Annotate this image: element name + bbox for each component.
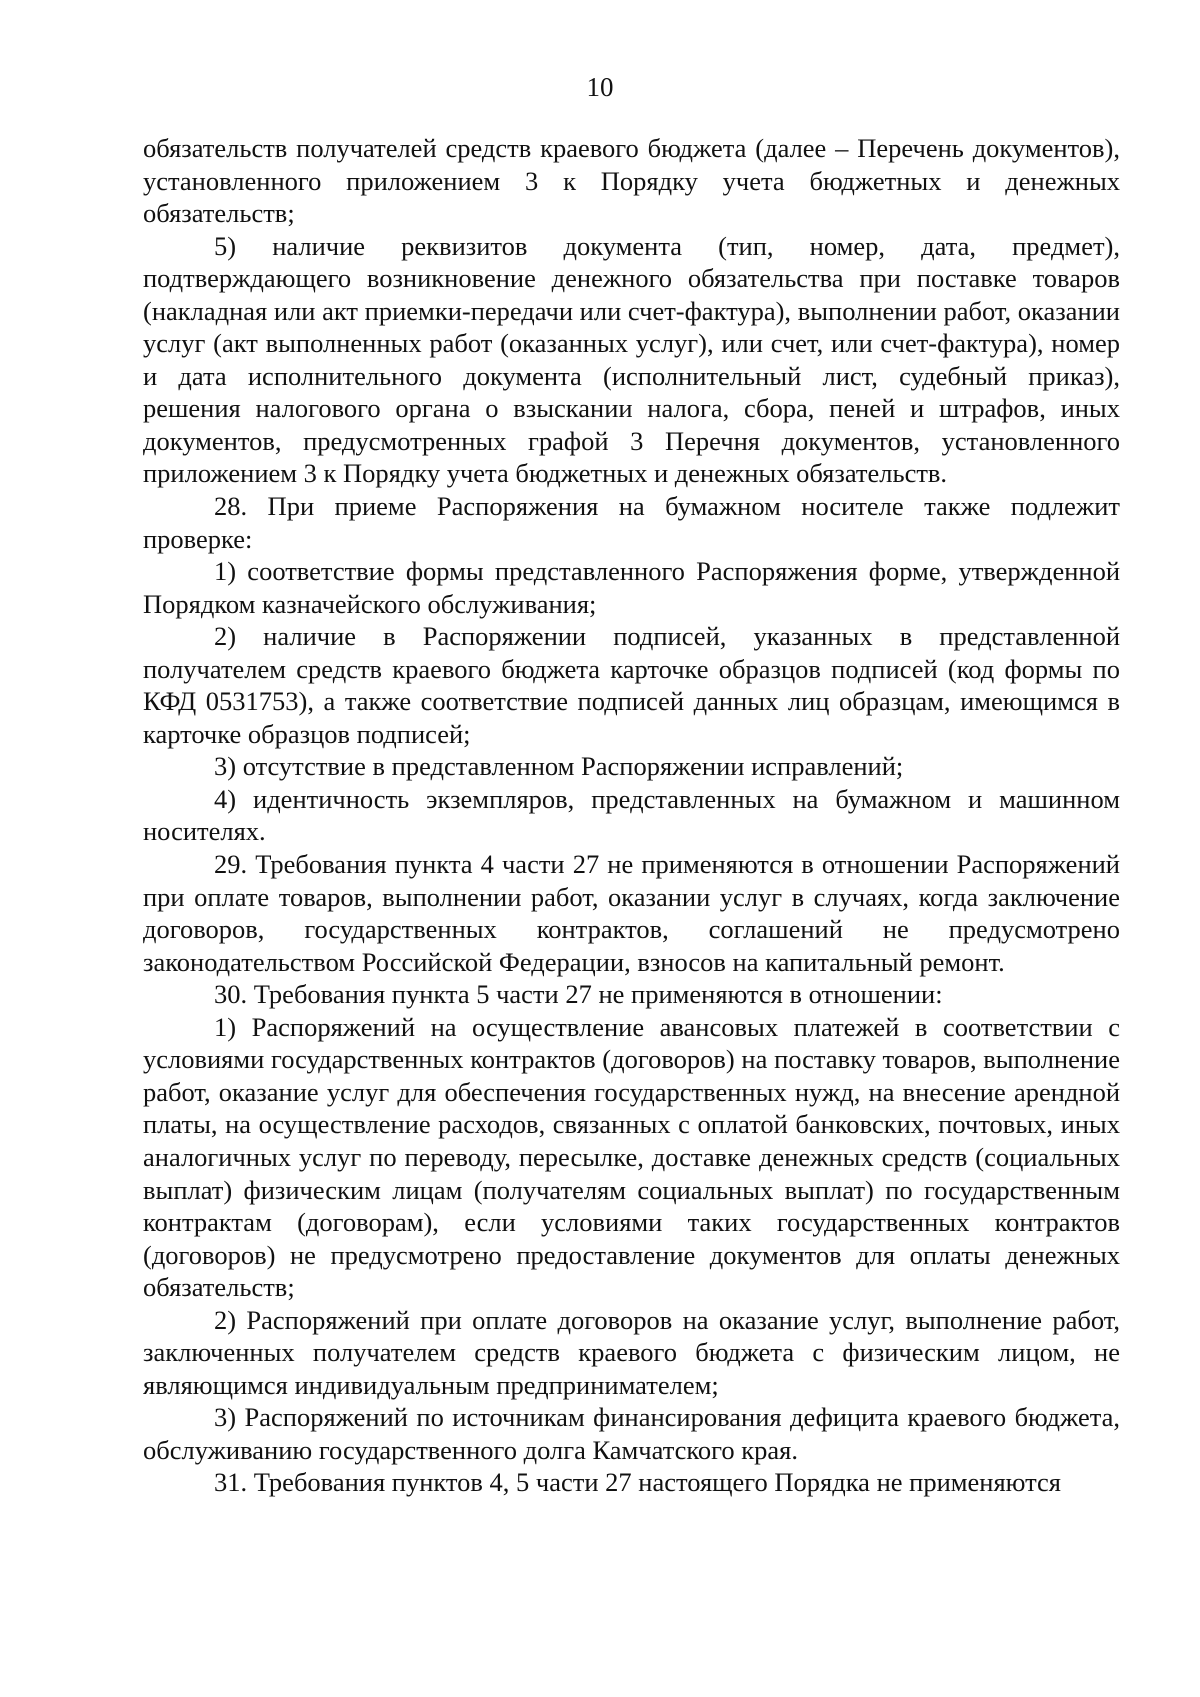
paragraph-clause-28-item-2: 2) наличие в Распоряжении подписей, указанных в представленной получателем средств краевого бюджета карточке образцов подписей (код формы по КФД 0531753), а также соответствие подписей данных лиц образцам, имеющимся в карточке образцов подписей; (143, 621, 1120, 749)
paragraph-clause-30: 30. Требования пункта 5 части 27 не применяются в отношении: (214, 979, 943, 1010)
paragraph-continuation: обязательств получателей средств краевого бюджета (далее – Перечень документов), установленного приложением 3 к Порядку учета бюджетных и денежных обязательств; (143, 133, 1120, 229)
paragraph-clause-28-item-3: 3) отсутствие в представленном Распоряжении исправлений; (214, 751, 904, 782)
paragraph-item-5: 5) наличие реквизитов документа (тип, номер, дата, предмет), подтверждающего возникновение денежного обязательства при поставке товаров (накладная или акт приемки-передачи или счет-фактура), выполнении работ, оказании услуг (акт выполненных работ (оказанных услуг), или счет, или счет-фактура), номер и дата исполнительного документа (исполнительный лист, судебный приказ), решения налогового органа о взыскании налога, сбора, пеней и штрафов, иных документов, предусмотренных графой 3 Перечня документов, установленного приложением 3 к Порядку учета бюджетных и денежных обязательств. (143, 230, 1120, 489)
paragraph-clause-30-item-1: 1) Распоряжений на осуществление авансовых платежей в соответствии с условиями государственных контрактов (договоров) на поставку товаров, выполнение работ, оказание услуг для обеспечения государственных нужд, на внесение арендной платы, на осуществление расходов, связанных с оплатой банковских, почтовых, иных аналогичных услуг по переводу, пересылке, доставке денежных средств (социальных выплат) физическим лицам (получателям социальных выплат) по государственным контрактам (договорам), если условиями таких государственных контрактов (договоров) не предусмотрено предоставление документов для оплаты денежных обязательств; (143, 1011, 1120, 1303)
paragraph-clause-28-item-1: 1) соответствие формы представленного Распоряжения форме, утвержденной Порядком казначейского обслуживания; (143, 556, 1120, 619)
paragraph-clause-30-item-3: 3) Распоряжений по источникам финансирования дефицита краевого бюджета, обслуживанию государственного долга Камчатского края. (143, 1402, 1120, 1465)
paragraph-clause-31: 31. Требования пунктов 4, 5 части 27 настоящего Порядка не применяются (214, 1467, 1061, 1498)
paragraph-clause-28: 28. При приеме Распоряжения на бумажном носителе также подлежит проверке: (143, 491, 1120, 554)
page-number: 10 (586, 72, 614, 102)
document-body (143, 132, 1120, 1499)
paragraph-clause-28-item-4: 4) идентичность экземпляров, представленных на бумажном и машинном носителях. (143, 783, 1120, 847)
paragraph-clause-29: 29. Требования пункта 4 части 27 не применяются в отношении Распоряжений при оплате товаров, выполнении работ, оказании услуг в случаях, когда заключение договоров, государственных контрактов, соглашений не предусмотрено законодательством Российской Федерации, взносов на капитальный ремонт. (143, 849, 1120, 977)
paragraph-clause-30-item-2: 2) Распоряжений при оплате договоров на оказание услуг, выполнение работ, заключенных получателем средств краевого бюджета с физическим лицом, не являющимся индивидуальным предпринимателем; (143, 1304, 1120, 1400)
